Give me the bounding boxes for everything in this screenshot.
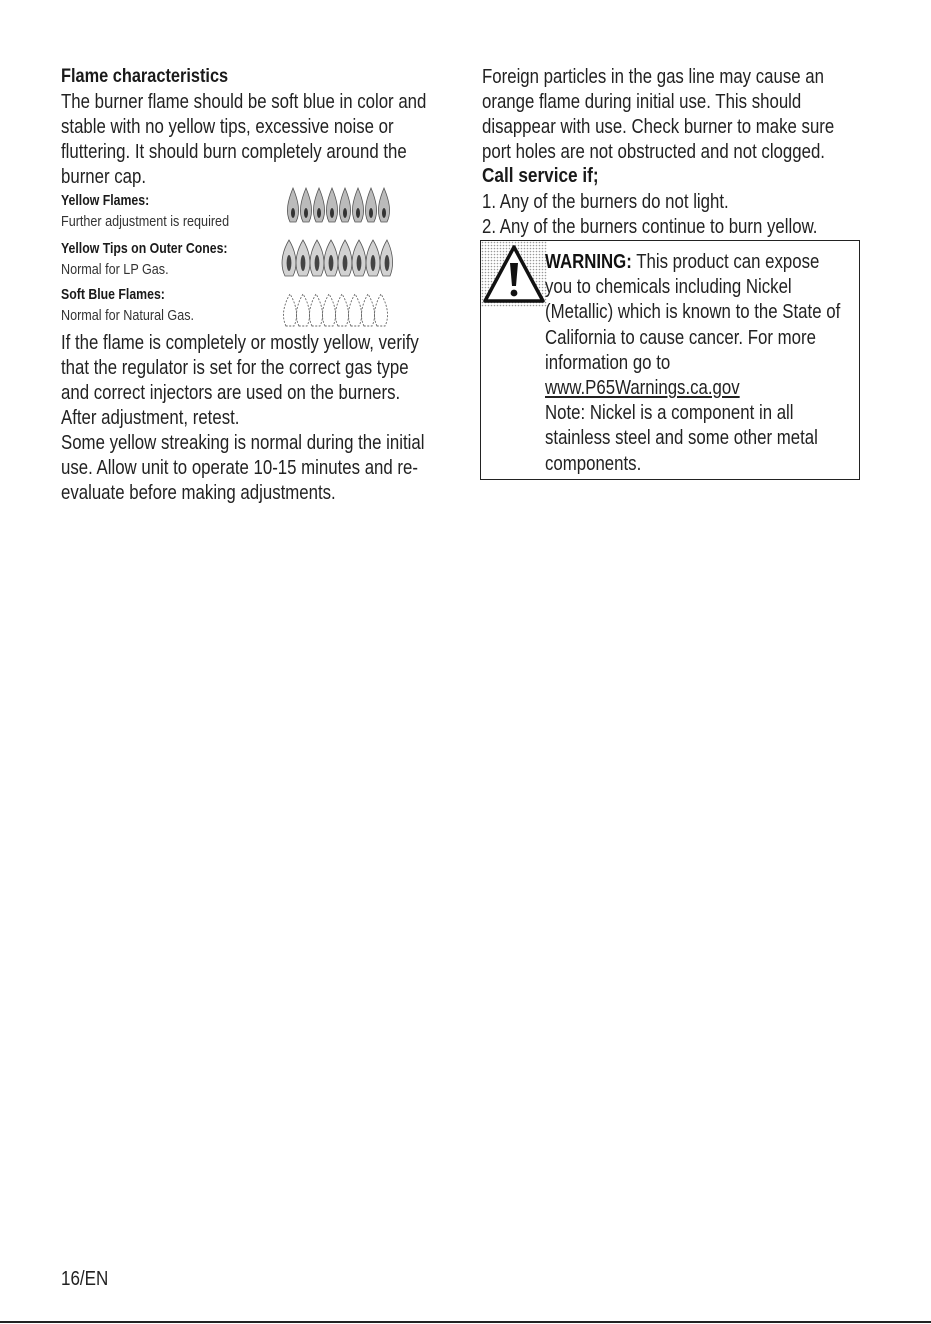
flame-types-list bbox=[61, 192, 456, 332]
soft-blue-flames-icon bbox=[281, 290, 391, 330]
text-line: Some yellow streaking is normal during the initial bbox=[61, 431, 425, 454]
text-line: If the flame is completely or mostly yellow, verify bbox=[61, 331, 419, 354]
text-line: disappear with use. Check burner to make sure bbox=[482, 115, 835, 138]
text-line: port holes are not obstructed and not clogged. bbox=[482, 140, 825, 163]
warning-triangle-icon bbox=[481, 241, 547, 307]
flame-adjustment-paragraph bbox=[61, 330, 456, 505]
flame-intro-paragraph bbox=[61, 89, 456, 189]
warning-line: you to chemicals including Nickel bbox=[545, 275, 792, 299]
flame-type-yellow-tips bbox=[61, 240, 456, 286]
right-column bbox=[482, 64, 867, 239]
p65-warnings-link[interactable]: www.P65Warnings.ca.gov bbox=[545, 376, 740, 400]
flame-type-description: Normal for LP Gas. bbox=[61, 261, 169, 278]
flame-type-yellow bbox=[61, 192, 456, 238]
flame-type-description: Further adjustment is required bbox=[61, 213, 230, 230]
service-conditions-list bbox=[482, 189, 867, 239]
flame-type-title: Yellow Tips on Outer Cones: bbox=[61, 240, 228, 257]
text-line: evaluate before making adjustments. bbox=[61, 481, 336, 504]
yellow-tips-flames-icon bbox=[279, 236, 395, 280]
text-line: orange flame during initial use. This should bbox=[482, 90, 802, 113]
foreign-particles-paragraph bbox=[482, 64, 867, 164]
text-line: After adjustment, retest. bbox=[61, 406, 240, 429]
note-line: components. bbox=[545, 451, 642, 475]
text-line: fluttering. It should burn completely around the bbox=[61, 140, 407, 163]
yellow-flames-icon bbox=[284, 182, 394, 226]
note-line: Note: Nickel is a component in all bbox=[545, 401, 794, 425]
note-line: stainless steel and some other metal bbox=[545, 426, 818, 450]
list-item: 1. Any of the burners do not light. bbox=[482, 190, 729, 213]
call-service-heading: Call service if; bbox=[482, 165, 599, 187]
warning-line-text: This product can expose bbox=[636, 250, 820, 273]
text-line: The burner flame should be soft blue in color and bbox=[61, 90, 427, 113]
flame-type-title: Soft Blue Flames: bbox=[61, 286, 165, 303]
text-line: that the regulator is set for the correct gas type bbox=[61, 356, 409, 379]
text-line: stable with no yellow tips, excessive noise or bbox=[61, 115, 394, 138]
flame-type-title: Yellow Flames: bbox=[61, 192, 150, 209]
text-line: burner cap. bbox=[61, 165, 147, 188]
warning-text bbox=[545, 249, 857, 476]
text-line: Foreign particles in the gas line may cause an bbox=[482, 65, 824, 88]
left-column bbox=[61, 64, 456, 505]
list-item: 2. Any of the burners continue to burn yellow. bbox=[482, 215, 818, 238]
flame-type-description: Normal for Natural Gas. bbox=[61, 307, 195, 324]
flame-type-soft-blue bbox=[61, 286, 456, 332]
warning-line: California to cause cancer. For more bbox=[545, 325, 816, 349]
warning-box bbox=[480, 240, 860, 480]
page-number: 16/EN bbox=[61, 1268, 109, 1290]
warning-line bbox=[545, 249, 857, 274]
warning-label: WARNING: bbox=[545, 250, 632, 273]
warning-line: (Metallic) which is known to the State of bbox=[545, 300, 841, 324]
warning-line: information go to bbox=[545, 350, 671, 374]
flame-characteristics-heading: Flame characteristics bbox=[61, 66, 229, 87]
text-line: and correct injectors are used on the burners. bbox=[61, 381, 401, 404]
bottom-rule bbox=[0, 1321, 931, 1323]
text-line: use. Allow unit to operate 10-15 minutes and re- bbox=[61, 456, 418, 479]
